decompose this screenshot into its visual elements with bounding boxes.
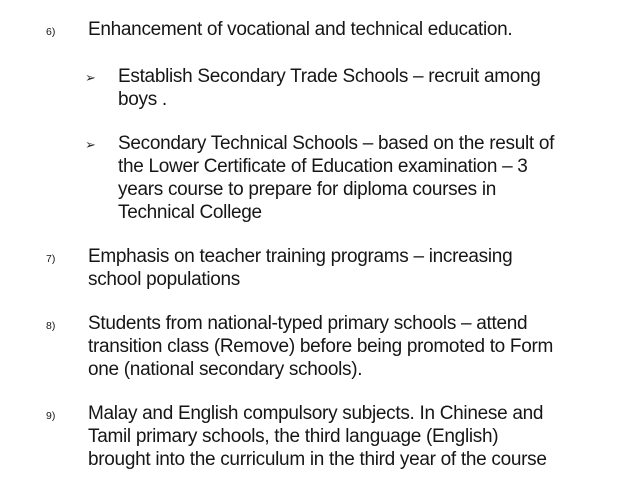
text-line: Secondary Technical Schools – based on the result of [118, 133, 555, 154]
text-line: one (national secondary schools). [88, 359, 363, 380]
text-line: years course to prepare for diploma courses in [118, 179, 497, 200]
text-line: Establish Secondary Trade Schools – recruit among [118, 66, 541, 87]
sub-bullet-1-text [118, 65, 620, 111]
arrowhead-bullet-icon: ➢ [85, 137, 96, 152]
text-line: brought into the curriculum in the third year of the course [88, 449, 547, 470]
item-number-7: 7) [46, 253, 56, 265]
text-line: Enhancement of vocational and technical education. [88, 19, 513, 40]
text-line: the Lower Certificate of Education examination – 3 [118, 156, 528, 177]
arrowhead-bullet-icon: ➢ [85, 70, 96, 85]
item-8-text [88, 312, 620, 381]
item-6-text [88, 18, 620, 41]
text-line: school populations [88, 269, 240, 290]
sub-bullet-1 [0, 65, 620, 111]
sub-bullet-2 [0, 132, 620, 224]
item-number-9: 9) [46, 410, 56, 422]
text-line: Students from national-typed primary schools – attend [88, 313, 528, 334]
text-line: Technical College [118, 202, 262, 223]
text-line: Emphasis on teacher training programs – increasing [88, 246, 513, 267]
item-7-text [88, 245, 620, 291]
sub-bullet-2-text [118, 132, 620, 224]
text-line: Tamil primary schools, the third language (English) [88, 426, 499, 447]
list-item-7 [0, 245, 620, 291]
text-line: Malay and English compulsory subjects. In Chinese and [88, 403, 544, 424]
text-line: transition class (Remove) before being promoted to Form [88, 336, 554, 357]
text-line: boys . [118, 89, 167, 110]
list-item-6 [0, 18, 620, 44]
item-9-text [88, 402, 620, 471]
list-item-8 [0, 312, 620, 381]
list-item-9 [0, 402, 620, 471]
item-number-6: 6) [46, 26, 56, 38]
item-number-8: 8) [46, 320, 56, 332]
